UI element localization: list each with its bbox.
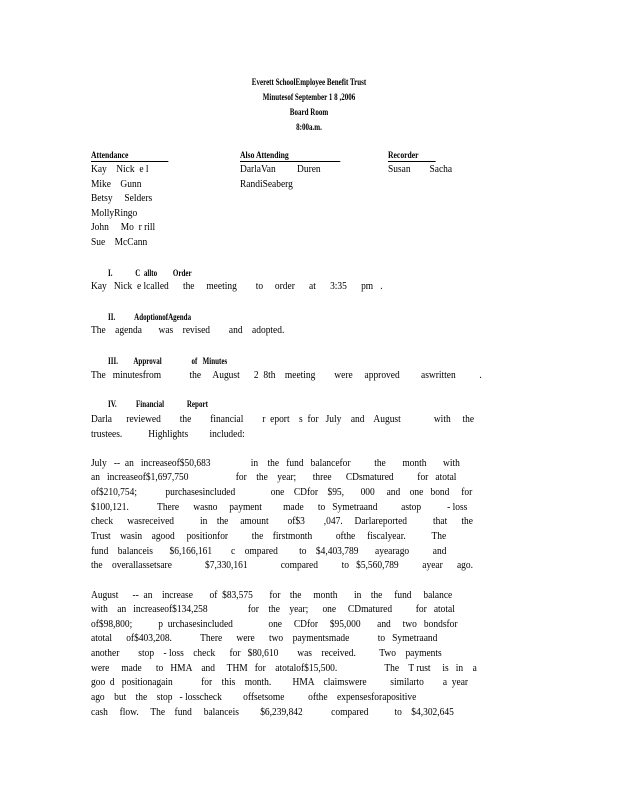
- july-report-line: $100,121. There wasno payment made to Symetraand astop - loss: [91, 501, 468, 513]
- july-report-line: check wasreceived in the amount of$3 ,047. Darlareported that the: [91, 515, 473, 527]
- section-text: The agenda was revised and adopted.: [91, 324, 285, 336]
- july-report-line: fund balanceis $6,166,161 c ompared to $4,403,789 ayearago and: [91, 545, 447, 557]
- attendee: Kay Nick e l: [91, 163, 149, 175]
- meeting-time: 8:00a.m.: [296, 122, 322, 132]
- section-text: trustees. Highlights included:: [91, 428, 245, 440]
- attendee: Betsy Selders: [91, 192, 153, 204]
- july-report-line: of$210,754; purchasesincluded one CDfor $95, 000 and one bond for: [91, 486, 473, 498]
- section-heading: III. Approval of Minutes: [108, 356, 228, 366]
- recorder-heading: Recorder: [388, 150, 436, 162]
- also-attending-heading: Also Attending: [240, 150, 340, 162]
- july-report-line: the overallassetsare $7,330,161 compared to $5,560,789 ayear ago.: [91, 559, 474, 571]
- july-report-line: July -- an increaseof$50,683 in the fund balancefor the month with: [91, 457, 460, 469]
- attendance-heading: Attendance: [91, 150, 168, 162]
- august-report-line: another stop - loss check for $80,610 was received. Two payments: [91, 647, 442, 659]
- section-text: The minutesfrom the August 2 8th meeting were approved aswritten .: [91, 369, 482, 381]
- attendee: MollyRingo: [91, 207, 138, 219]
- also-attending-name: RandiSeaberg: [240, 178, 293, 190]
- august-report-line: August -- an increase of $83,575 for the month in the fund balance: [91, 589, 453, 601]
- section-heading: II. AdoptionofAgenda: [108, 312, 192, 322]
- meeting-date: Minutesof September 1 8 ,2006: [262, 92, 356, 102]
- august-report-line: ago but the stop - losscheck offsetsome ofthe expensesforapositive: [91, 691, 417, 703]
- august-report-line: atotal of$403,208. There were two paymentsmade to Symetraand: [91, 632, 438, 644]
- also-attending-name: DarlaVan Duren: [240, 163, 321, 175]
- july-report-line: an increaseof$1,697,750 for the year; three CDsmatured for atotal: [91, 471, 457, 483]
- august-report-line: cash flow. The fund balanceis $6,239,842 compared to $4,302,645: [91, 706, 454, 718]
- july-report-line: Trust wasin agood positionfor the firstmonth ofthe fiscalyear. The: [91, 530, 447, 542]
- august-report-line: of$98,800; p urchasesincluded one CDfor $95,000 and two bondsfor: [91, 618, 458, 630]
- attendee: John Mo r rill: [91, 221, 156, 233]
- trust-title: Everett SchoolEmployee Benefit Trust: [251, 77, 367, 87]
- section-heading: IV. Financial Report: [108, 399, 208, 409]
- august-report-line: with an increaseof$134,258 for the year; one CDmatured for atotal: [91, 603, 455, 615]
- attendee: Mike Gunn: [91, 178, 142, 190]
- section-text: Kay Nick e lcalled the meeting to order at 3:35 pm .: [91, 280, 383, 292]
- attendee: Sue McCann: [91, 236, 148, 248]
- section-text: Darla reviewed the financial r eport s for July and August with the: [91, 413, 475, 425]
- august-report-line: were made to HMA and THM for atotalof$15,500. The T rust is in a: [91, 662, 477, 674]
- august-report-line: goo d positionagain for this month. HMA claimswere similarto a year: [91, 676, 469, 688]
- section-heading: I. C allto Order: [108, 268, 192, 278]
- recorder-name: Susan Sacha: [388, 163, 453, 175]
- meeting-place: Board Room: [289, 107, 329, 117]
